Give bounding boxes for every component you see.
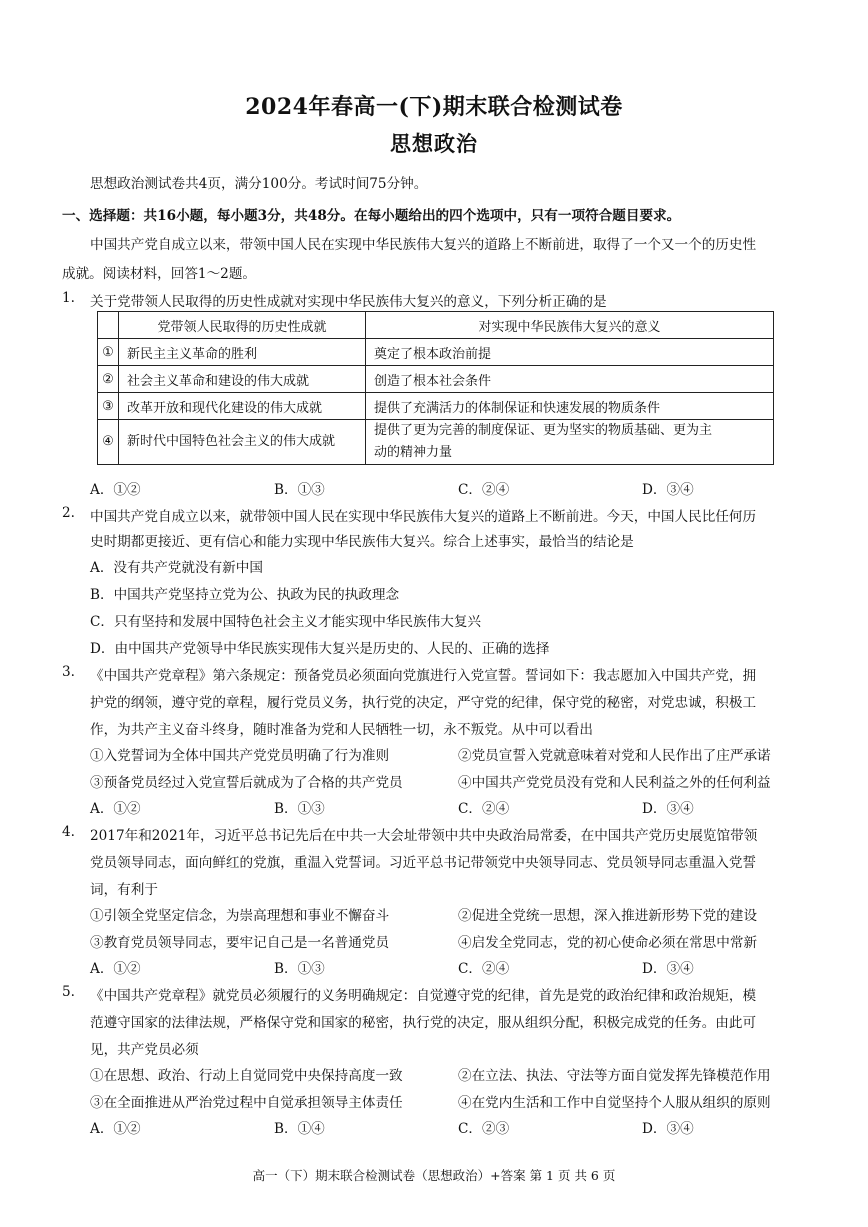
table-cell: 改革开放和现代化建设的伟大成就: [119, 393, 366, 420]
answer-option: A．①②: [90, 961, 141, 977]
exam-title: 2024年春高一(下)期末联合检测试卷: [245, 94, 623, 120]
answer-option: D．由中国共产党领导中华民族实现伟大复兴是历史的、人民的、正确的选择: [90, 641, 550, 657]
table-cell: 新民主主义革命的胜利: [119, 339, 366, 366]
answer-option: C．②③: [458, 1121, 510, 1137]
question-stem: 护党的纲领，遵守党的章程，履行党员义务，执行党的决定，严守党的纪律，保守党的秘密，对党忠诚，积极工: [90, 695, 757, 711]
section-heading: 一、选择题：共16小题，每小题3分，共48分。在每小题给出的四个选项中，只有一项符合题目要求。: [62, 208, 681, 224]
question-stem: 《中国共产党章程》就党员必须履行的义务明确规定：自觉遵守党的纪律，首先是党的政治纪律和政治规矩，模: [90, 988, 757, 1004]
exam-subject: 思想政治: [390, 131, 478, 156]
answer-option: A．①②: [90, 801, 141, 817]
question-stem: 史时期都更接近、更有信心和能力实现中华民族伟大复兴。综合上述事实，最恰当的结论是: [90, 534, 634, 550]
statement-item: ③在全面推进从严治党过程中自觉承担领导主体责任: [90, 1095, 403, 1111]
statement-item: ①在思想、政治、行动上自觉同党中央保持高度一致: [90, 1068, 403, 1084]
achievement-table: [97, 311, 774, 465]
answer-option: C．②④: [458, 961, 510, 977]
question-stem: 见，共产党员必须: [90, 1042, 199, 1058]
table-cell-line: 提供了更为完善的制度保证、更为坚实的物质基础、更为主: [374, 423, 713, 438]
question-number: 4.: [62, 824, 75, 840]
statement-item: ④在党内生活和工作中自觉坚持个人服从组织的原则: [458, 1095, 771, 1111]
question-stem: 作，为共产主义奋斗终身，随时准备为党和人民牺牲一切，永不叛党。从中可以看出: [90, 722, 593, 738]
table-cell: 社会主义革命和建设的伟大成就: [119, 366, 366, 393]
question-stem: 词，有利于: [90, 882, 158, 898]
statement-item: ②在立法、执法、守法等方面自觉发挥先锋模范作用: [458, 1068, 771, 1084]
answer-option: C．只有坚持和发展中国特色社会主义才能实现中华民族伟大复兴: [90, 614, 482, 630]
answer-option: D．③④: [642, 1121, 694, 1137]
table-cell: 创造了根本社会条件: [366, 366, 774, 393]
answer-option: B．①④: [274, 1121, 325, 1137]
question-number: 1.: [62, 290, 75, 306]
table-cell: ③: [98, 393, 119, 420]
answer-option: A．①②: [90, 482, 141, 498]
exam-intro: 思想政治测试卷共4页，满分100分。考试时间75分钟。: [90, 176, 428, 192]
table-cell: 新时代中国特色社会主义的伟大成就: [119, 420, 366, 465]
statement-item: ②党员宣誓入党就意味着对党和人民作出了庄严承诺: [458, 748, 771, 764]
statement-item: ④启发全党同志，党的初心使命必须在常思中常新: [458, 935, 758, 951]
material-line: 成就。阅读材料，回答1～2题。: [62, 266, 257, 282]
answer-option: B．①③: [274, 801, 325, 817]
answer-option: A．没有共产党就没有新中国: [90, 560, 263, 576]
question-stem: 党员领导同志，面向鲜红的党旗，重温入党誓词。习近平总书记带领党中央领导同志、党员领导同志重温入党誓: [90, 855, 757, 871]
table-row: [98, 393, 774, 420]
statement-item: ②促进全党统一思想，深入推进新形势下党的建设: [458, 908, 758, 924]
table-row: [98, 420, 774, 465]
question-stem: 中国共产党自成立以来，就带领中国人民在实现中华民族伟大复兴的道路上不断前进。今天，中国人民比任何历: [90, 509, 757, 525]
table-cell: 提供了充满活力的体制保证和快速发展的物质条件: [366, 393, 774, 420]
statement-item: ③教育党员领导同志，要牢记自己是一名普通党员: [90, 935, 390, 951]
answer-option: C．②④: [458, 801, 510, 817]
question-stem: 2017年和2021年，习近平总书记先后在中共一大会址带领中共中央政治局常委，在中国共产党历史展览馆带领: [90, 828, 758, 844]
question-number: 3.: [62, 664, 75, 680]
table-cell: [98, 312, 119, 339]
question-stem: 关于党带领人民取得的历史性成就对实现中华民族伟大复兴的意义，下列分析正确的是: [90, 294, 607, 310]
table-cell: 奠定了根本政治前提: [366, 339, 774, 366]
material-line: 中国共产党自成立以来，带领中国人民在实现中华民族伟大复兴的道路上不断前进，取得了一个又一个的历史性: [90, 237, 757, 253]
table-header-row: [98, 312, 774, 339]
table-cell: ①: [98, 339, 119, 366]
answer-option: C．②④: [458, 482, 510, 498]
table-cell: [366, 420, 774, 465]
question-stem: 《中国共产党章程》第六条规定：预备党员必须面向党旗进行入党宣誓。誓词如下：我志愿加入中国共产党，拥: [90, 668, 757, 684]
answer-option: B．中国共产党坚持立党为公、执政为民的执政理念: [90, 587, 400, 603]
table-cell-line: 动的精神力量: [374, 445, 453, 460]
table-cell: ②: [98, 366, 119, 393]
answer-option: A．①②: [90, 1121, 141, 1137]
table-row: [98, 339, 774, 366]
table-header-cell: 党带领人民取得的历史性成就: [119, 312, 366, 339]
statement-item: ①入党誓词为全体中国共产党党员明确了行为准则: [90, 748, 390, 764]
answer-option: D．③④: [642, 482, 694, 498]
page-footer: 高一（下）期末联合检测试卷（思想政治）+答案 第 1 页 共 6 页: [252, 1168, 616, 1183]
answer-option: B．①③: [274, 961, 325, 977]
answer-option: B．①③: [274, 482, 325, 498]
statement-item: ①引领全党坚定信念，为崇高理想和事业不懈奋斗: [90, 908, 390, 924]
question-stem: 范遵守国家的法律法规，严格保守党和国家的秘密，执行党的决定，服从组织分配，积极完成党的任务。由此可: [90, 1015, 757, 1031]
table-cell: ④: [98, 420, 119, 465]
table-row: [98, 366, 774, 393]
question-number: 5.: [62, 984, 75, 1000]
statement-item: ④中国共产党党员没有党和人民利益之外的任何利益: [458, 775, 771, 791]
answer-option: D．③④: [642, 961, 694, 977]
question-number: 2.: [62, 505, 75, 521]
statement-item: ③预备党员经过入党宣誓后就成为了合格的共产党员: [90, 775, 403, 791]
table-header-cell: 对实现中华民族伟大复兴的意义: [366, 312, 774, 339]
answer-option: D．③④: [642, 801, 694, 817]
